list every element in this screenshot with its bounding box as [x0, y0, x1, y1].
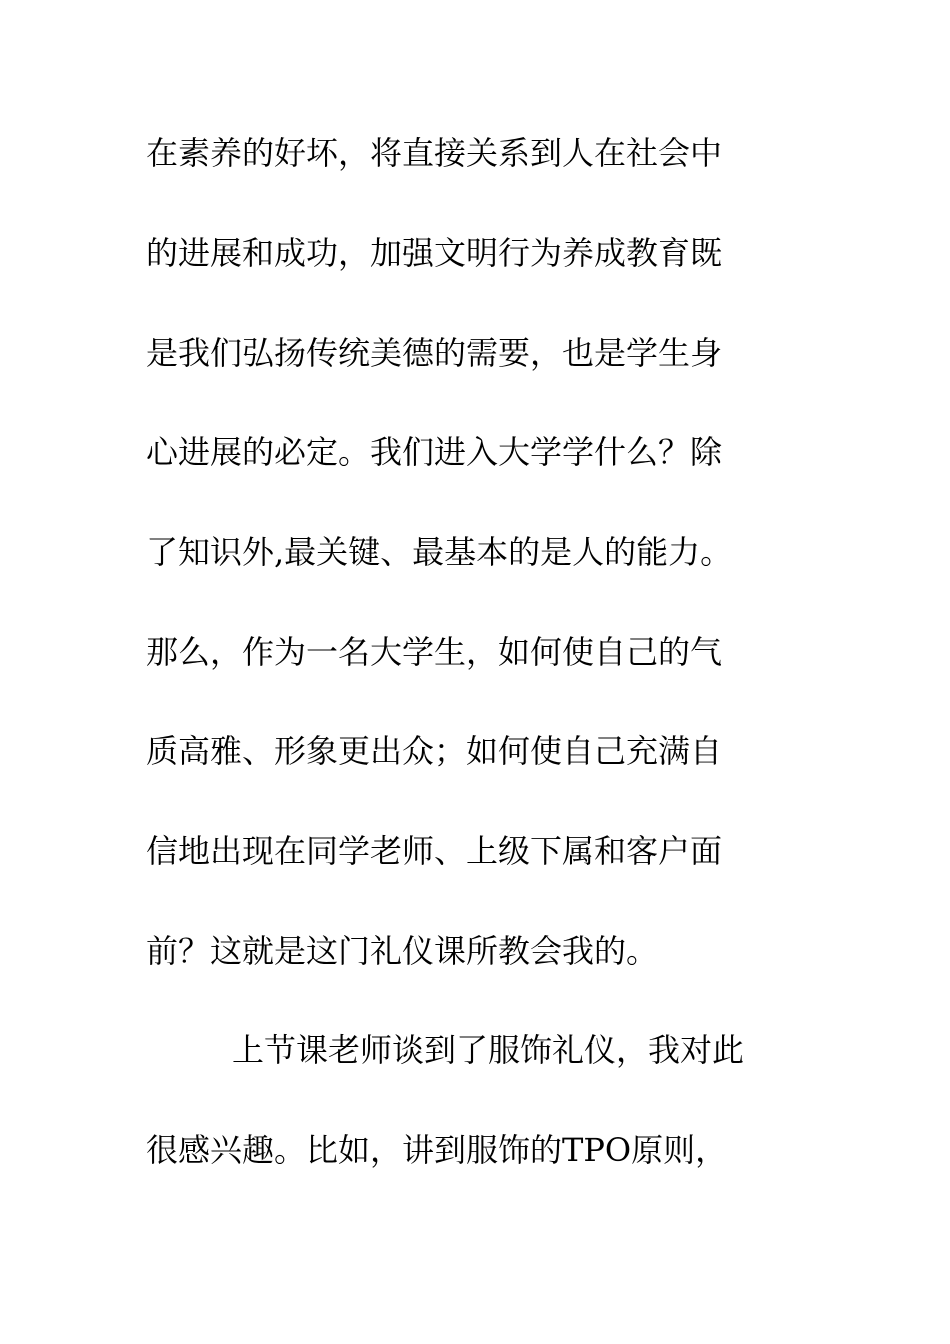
paragraph-line: 的进展和成功，加强文明行为养成教育既 [146, 234, 723, 272]
paragraph-first-line: 上节课老师谈到了服饰礼仪，我对此 [232, 1031, 745, 1069]
paragraph-line: 在素养的好坏，将直接关系到人在社会中 [146, 134, 723, 172]
paragraph-line: 信地出现在同学老师、上级下属和客户面 [146, 832, 723, 870]
paragraph-line: 质高雅、形象更出众；如何使自己充满自 [146, 732, 723, 770]
paragraph-line: 心进展的必定。我们进入大学学什么？除 [146, 433, 723, 471]
paragraph-line: 是我们弘扬传统美德的需要，也是学生身 [146, 334, 723, 372]
paragraph-line: 那么，作为一名大学生，如何使自己的气 [146, 633, 723, 671]
paragraph-line: 了知识外,最关键、最基本的是人的能力。 [146, 533, 733, 571]
paragraph-line: 很感兴趣。比如，讲到服饰的TPO原则， [146, 1131, 728, 1169]
paragraph-line: 前？这就是这门礼仪课所教会我的。 [146, 932, 659, 970]
